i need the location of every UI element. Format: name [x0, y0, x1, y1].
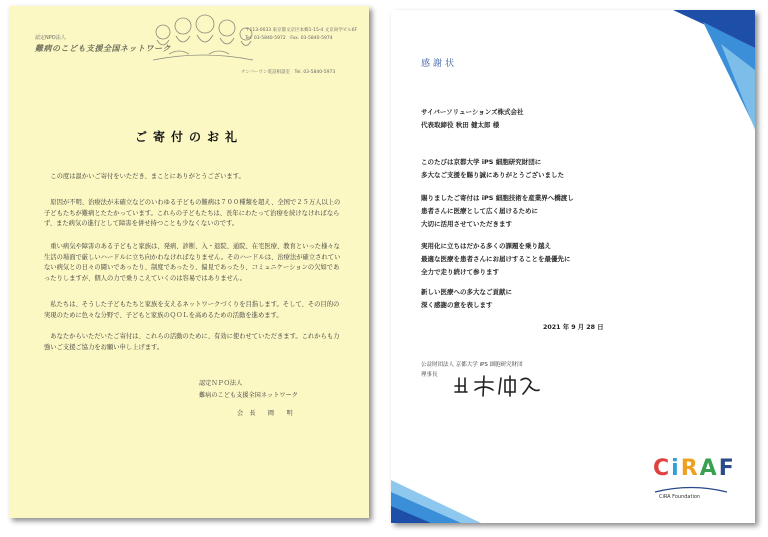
logo-letter: R	[680, 456, 700, 481]
paragraph-line: 多大なご支援を賜り誠にありがとうございました	[421, 171, 564, 179]
handwritten-signature	[453, 370, 543, 400]
issue-date: 2021 年 9 月 28 日	[543, 324, 604, 331]
logo-letter: C	[653, 456, 672, 481]
body-paragraph	[44, 172, 344, 183]
paragraph-line: 実用化に立ちはだかる多くの課題を乗り越え	[421, 242, 551, 250]
certificate-of-appreciation	[391, 10, 755, 523]
body-paragraph	[421, 286, 512, 312]
cira-logo	[653, 456, 736, 481]
header-hotline: ナンバーワン電話相談室 Tel. 03-5840-5973	[241, 70, 336, 75]
logo-letter: A	[699, 456, 719, 481]
paragraph-line: 新しい医療への多大なご貢献に	[421, 288, 512, 296]
logo-subtitle: CiRA Foundation	[659, 494, 701, 500]
paragraph-line: このたびは京都大学 iPS 細胞研究財団に	[421, 158, 542, 166]
body-paragraph	[44, 332, 344, 353]
letter-title: ご寄付のお礼	[134, 130, 243, 144]
body-paragraph	[421, 240, 571, 279]
paragraph-line: 患者さんに医療として広く届けるために	[421, 207, 538, 215]
paragraph-text: 重い病気や障害のある子どもと家族は、発病、診断、入・退院、通院、在宅医療、教育といった様々な生活の場面で厳しいハードルに立ち向かわなければなりません。そのハードルは、治療法が確立されていない病気との日々の闘いであったり、制度であったり、偏見であったり、コミュニケーションの欠如であったりしますが、個人の力で乗りこえていくのは容易ではありません。	[44, 243, 341, 282]
header-org-logo: 難病のこども支援全国ネットワーク	[35, 44, 171, 53]
signature-org-name: 難病のこども支援全国ネットワーク	[199, 392, 298, 399]
paragraph-text: この度は温かいご寄付をいただき、まことにありがとうございます。	[50, 173, 245, 180]
signature-block	[199, 378, 298, 420]
logo-arc	[651, 485, 731, 493]
paragraph-line: 深く感謝の意を表します	[421, 301, 493, 309]
paragraph-line: 賜りましたご寄付は iPS 細胞技術を産業界へ橋渡し	[421, 194, 574, 202]
body-paragraph	[44, 198, 344, 230]
recipient-block	[421, 106, 524, 132]
issuer-org: 公益財団法人 京都大学 iPS 細胞研究財団	[421, 362, 523, 368]
signature-name: 会 長 岡 明	[237, 410, 293, 417]
logo-letter: F	[718, 456, 736, 481]
recipient-name: 代表取締役 秋田 健太郎 様	[421, 121, 500, 129]
paragraph-line: 全力で走り続けて参ります	[421, 268, 499, 276]
recipient-company: サイバーソリューションズ株式会社	[421, 108, 524, 116]
address-line: 〒113-0033 東京都文京区本郷1-15-4 文京尚学ビル6F	[245, 28, 358, 33]
body-paragraph	[421, 156, 564, 182]
header-org-type: 認定NPO法人	[35, 35, 66, 41]
certificate-title: 感謝状	[421, 59, 458, 69]
paragraph-text: あなたからいただいたご寄付は、これらの活動のために、有効に使わせていただきます。これからも力強いご支援ご協力をお願い申し上げます。	[44, 333, 340, 351]
issuer-title: 理事長	[421, 372, 438, 378]
header-address	[245, 27, 363, 43]
phone-line: Tel. 03-5840-5972 Fax. 03-5840-5974	[245, 36, 333, 41]
paragraph-text: 原因が不明、治療法が未確立などのいわゆる子どもの難病は７００種類を超え、全国で２５万人以上の子どもたちが難病とたたかっています。これらの子どもたちは、長年にわたって治療を続けなければならず、また病気の進行として障害を併せ持つことも少なくないのです。	[44, 199, 341, 227]
donation-thanks-letter	[9, 6, 369, 518]
body-paragraph	[421, 192, 574, 231]
children-illustration-icon	[149, 10, 257, 66]
paragraph-text: 私たちは、そうした子どもたちと家族を支えるネットワークづくりを目指します。そして、その目的の実現のために色々な分野で、子どもと家族のＱＯＬを高めるための活動を進めます。	[44, 301, 340, 319]
logo-letter: i	[671, 456, 681, 481]
body-paragraph	[44, 242, 344, 284]
signature-org-type: 認定ＮＰＯ法人	[199, 380, 243, 387]
paragraph-line: 最適な医療を患者さんにお届けすることを最優先に	[421, 255, 571, 263]
body-paragraph	[44, 300, 344, 321]
paragraph-line: 大切に活用させていただきます	[421, 220, 512, 228]
